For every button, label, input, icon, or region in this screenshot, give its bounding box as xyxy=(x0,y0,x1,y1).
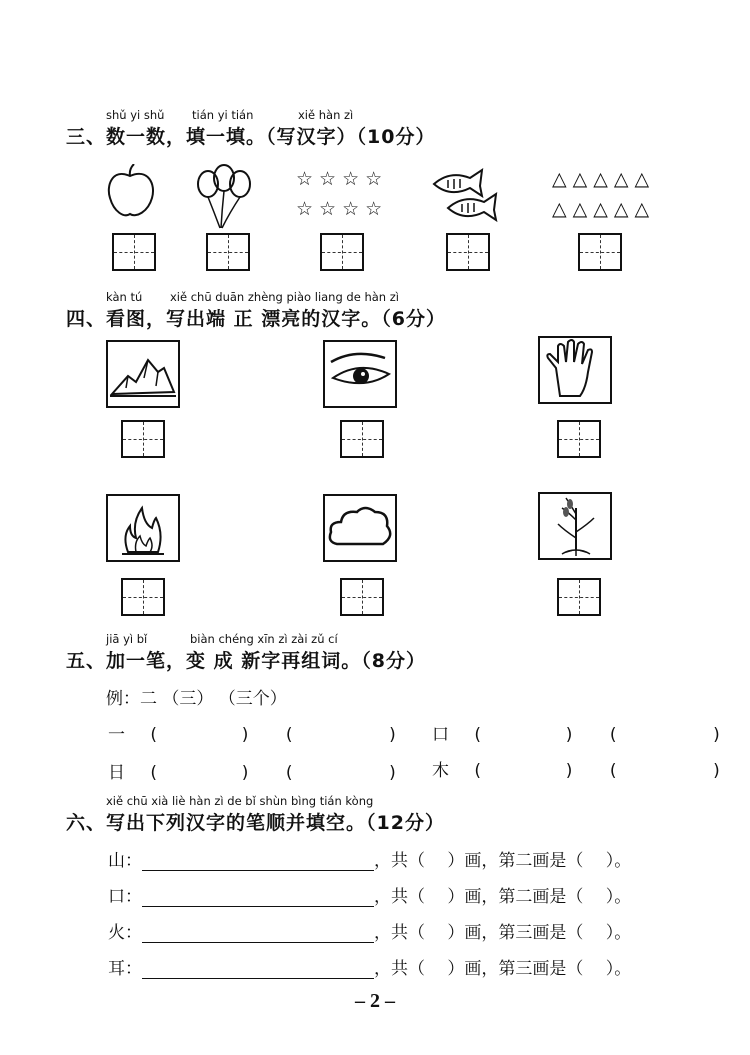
s6-row: 耳： ，共（ ）画，第三画是（ ）。 xyxy=(108,959,632,979)
answer-grid[interactable] xyxy=(340,578,384,616)
triangles-icon: △△△△△ xyxy=(552,198,656,220)
s5-item: 木 ( ) ( ) xyxy=(432,761,720,781)
answer-grid[interactable] xyxy=(446,233,490,271)
eye-icon xyxy=(325,342,395,406)
s5-pinyin-1: jiā yì bǐ xyxy=(106,632,148,646)
page-number: – 2 – xyxy=(355,990,395,1012)
s3-title: 三、数一数，填一填。（写汉字）（10分） xyxy=(66,126,436,148)
cloud-icon xyxy=(325,496,395,560)
balloons-icon xyxy=(194,164,254,230)
s3-pinyin-1: shǔ yi shǔ xyxy=(106,108,165,122)
s4-pinyin-1: kàn tú xyxy=(106,290,143,304)
s5-char: 日 xyxy=(108,763,125,783)
s4-title: 四、看图，写出端 正 漂亮的汉字。（6分） xyxy=(66,308,446,330)
rice-plant-icon xyxy=(540,494,610,558)
s6-row: 口： ，共（ ）画，第二画是（ ）。 xyxy=(108,887,632,907)
s5-item: 日 ( ) ( ) xyxy=(108,763,396,783)
answer-grid[interactable] xyxy=(112,233,156,271)
stroke-order-blank[interactable] xyxy=(142,888,374,907)
s5-example: 例：二 （三） （三个） xyxy=(106,689,287,709)
s5-item: 一 ( ) ( ) xyxy=(108,725,396,745)
stroke-order-blank[interactable] xyxy=(142,960,374,979)
answer-grid[interactable] xyxy=(557,420,601,458)
answer-grid[interactable] xyxy=(121,420,165,458)
stars-icon: ☆☆☆☆ xyxy=(296,198,389,220)
mountain-picture xyxy=(106,340,180,408)
s3-pinyin-2: tián yi tián xyxy=(192,108,254,122)
s5-char: 一 xyxy=(108,725,125,745)
mountain-icon xyxy=(108,342,178,406)
s3-pinyin-3: xiě hàn zì xyxy=(298,108,354,122)
answer-grid[interactable] xyxy=(206,233,250,271)
s5-pinyin-2: biàn chéng xīn zì zài zǔ cí xyxy=(190,632,338,646)
s5-title: 五、加一笔，变 成 新字再组词。（8分） xyxy=(66,650,426,672)
rice-plant-picture xyxy=(538,492,612,560)
cloud-picture xyxy=(323,494,397,562)
hand-icon xyxy=(540,338,610,402)
s5-char: 口 xyxy=(432,725,449,745)
s4-pinyin-2: xiě chū duān zhèng piào liang de hàn zì xyxy=(170,290,399,304)
fire-icon xyxy=(108,496,178,560)
triangles-icon: △△△△△ xyxy=(552,168,656,190)
stars-icon: ☆☆☆☆ xyxy=(296,168,389,190)
s5-item: 口 ( ) ( ) xyxy=(432,725,720,745)
hand-picture xyxy=(538,336,612,404)
stroke-order-blank[interactable] xyxy=(142,852,374,871)
answer-grid[interactable] xyxy=(578,233,622,271)
answer-grid[interactable] xyxy=(557,578,601,616)
s5-char: 木 xyxy=(432,761,449,781)
answer-grid[interactable] xyxy=(121,578,165,616)
s6-title: 六、写出下列汉字的笔顺并填空。（12分） xyxy=(66,812,445,834)
s6-row: 火： ，共（ ）画，第三画是（ ）。 xyxy=(108,923,632,943)
fire-picture xyxy=(106,494,180,562)
s6-pinyin: xiě chū xià liè hàn zì de bǐ shùn bìng tián kòng xyxy=(106,794,374,808)
apple-icon xyxy=(104,164,156,220)
eye-picture xyxy=(323,340,397,408)
answer-grid[interactable] xyxy=(340,420,384,458)
fish-icon xyxy=(430,164,502,224)
s6-row: 山： ，共（ ）画，第二画是（ ）。 xyxy=(108,851,632,871)
answer-grid[interactable] xyxy=(320,233,364,271)
stroke-order-blank[interactable] xyxy=(142,924,374,943)
